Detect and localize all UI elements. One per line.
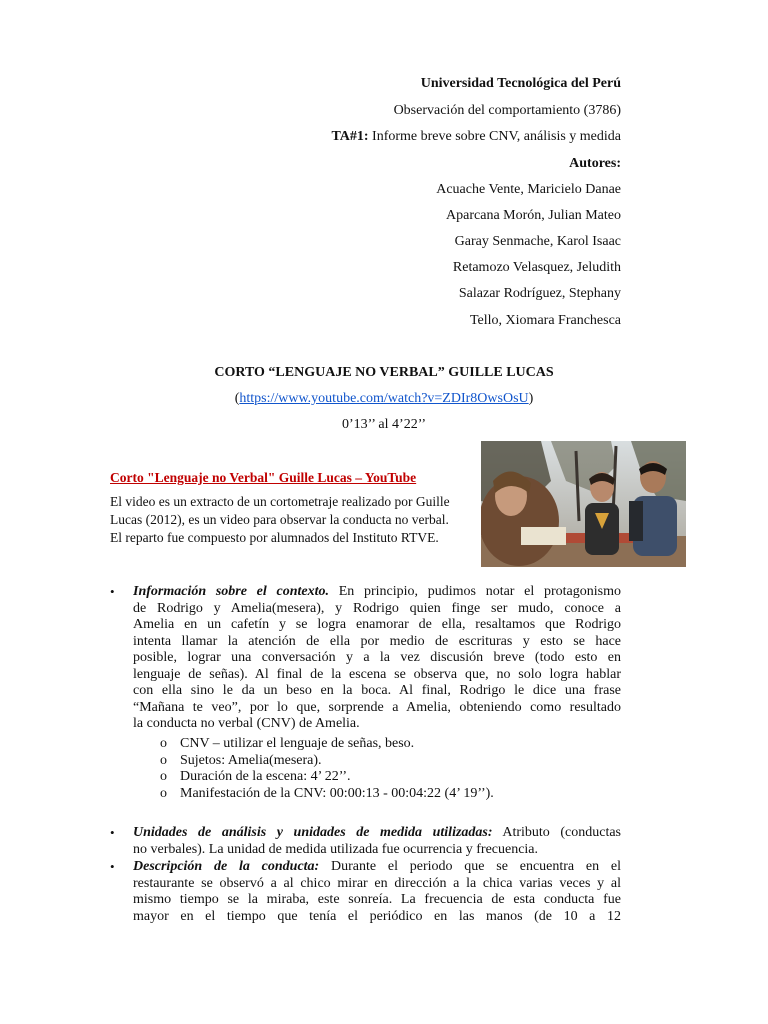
sub-marker: o [160, 769, 167, 784]
sub-item-text: Manifestación de la CNV: 00:00:13 - 00:04:22 (4’ 19’’). [180, 785, 494, 801]
sub-marker: o [160, 752, 167, 768]
paren-open: ( [234, 391, 240, 406]
assignment-text: Informe breve sobre CNV, análisis y medida [368, 129, 621, 144]
author-name: Retamozo Velasquez, Jeludith [452, 260, 621, 275]
paragraph-line: la conducta no verbal (CNV) de Amelia. [133, 716, 360, 731]
paragraph-line: Atributo (conductas [492, 825, 621, 840]
sub-item [160, 786, 494, 803]
bullet-marker: • [110, 825, 115, 840]
sub-item [160, 753, 494, 770]
sub-item-text: Sujetos: Amelia(mesera). [180, 752, 322, 768]
units-paragraph [133, 825, 621, 858]
description-heading: Descripción de la conducta: [133, 859, 320, 874]
assignment-label: TA#1: [331, 129, 369, 144]
paragraph-line: Durante el periodo que se encuentra en el [319, 859, 621, 874]
paragraph-line: lenguaje de señas). Al final de la escena se observa que, no solo logra hablar [133, 666, 621, 682]
paragraph-line: posible, lograr una conversación y a la vez discusión breve (todo esto en [133, 650, 621, 665]
video-intro [110, 493, 475, 547]
units-heading: Unidades de análisis y unidades de medida utilizadas: [133, 825, 493, 840]
video-still-image [481, 441, 686, 567]
course-name: Observación del comportamiento (3786) [393, 103, 621, 118]
context-sublist [160, 736, 494, 802]
video-timespan: 0’13’’ al 4’22’’ [342, 417, 426, 432]
paragraph-line: no verbales). La unidad de medida utilizada fue ocurrencia y frecuencia. [133, 841, 539, 857]
author-name: Acuache Vente, Maricielo Danae [436, 182, 621, 197]
bullet-marker: • [110, 859, 115, 874]
intro-line: El reparto fue compuesto por alumnados del Instituto RTVE. [110, 530, 439, 545]
author-name: Tello, Xiomara Franchesca [469, 313, 621, 328]
youtube-title-link[interactable]: Corto "Lenguaje no Verbal" Guille Lucas – YouTube [110, 470, 417, 485]
context-paragraph [133, 584, 621, 733]
paragraph-line: mayor en el tiempo que tenía el periódico en las manos (de 10 a 12 [133, 908, 621, 924]
description-paragraph [133, 859, 621, 925]
paragraph-line: restaurante se observó a al chico mirar en dirección a la chica varias veces y al [133, 875, 621, 891]
sub-item [160, 769, 494, 786]
authors-label: Autores: [569, 156, 621, 171]
sub-item-text: Duración de la escena: 4’ 22’’. [180, 769, 351, 784]
author-name: Salazar Rodríguez, Stephany [458, 286, 621, 301]
video-url-line [0, 391, 768, 407]
author-name: Garay Senmache, Karol Isaac [454, 234, 621, 249]
paragraph-line: mismo tiempo se la miraba, este sonreía. La frecuencia de esta conducta fue [133, 892, 621, 907]
video-title: CORTO “LENGUAJE NO VERBAL” GUILLE LUCAS [214, 365, 554, 380]
sub-marker: o [160, 785, 167, 801]
author-name: Aparcana Morón, Julian Mateo [446, 208, 621, 223]
paren-close: ) [528, 391, 534, 406]
context-heading: Información sobre el contexto. [133, 584, 329, 599]
assignment-title [331, 129, 621, 145]
intro-line: Lucas (2012), es un video para observar la conducta no verbal. [110, 512, 449, 527]
sub-item [160, 736, 494, 753]
paragraph-line: de Rodrigo y Amelia(mesera), y Rodrigo quien finge ser mudo, conoce a [133, 600, 621, 616]
bullet-marker: • [110, 584, 115, 599]
paragraph-line: con ella sino le da un beso en la boca. Al final, Rodrigo le dice una frase [133, 683, 621, 698]
intro-line: El video es un extracto de un cortometraje realizado por Guille [110, 494, 450, 509]
university-name: Universidad Tecnológica del Perú [420, 76, 621, 91]
paragraph-line: “Mañana te veo”, por lo que, sorprende a Amelia, obteniendo como resultado [133, 699, 621, 715]
paragraph-line: Amelia en un cafetín y se logra enamorar de ella, resaltamos que Rodrigo [133, 617, 621, 632]
sub-item-text: CNV – utilizar el lenguaje de señas, beso. [180, 736, 415, 751]
paragraph-line: En principio, pudimos notar el protagonismo [329, 584, 621, 599]
youtube-url-link[interactable]: https://www.youtube.com/watch?v=ZDIr8OwsOsU [239, 391, 529, 406]
sub-marker: o [160, 736, 167, 751]
paragraph-line: intenta llamar la atención de ella por medio de escrituras y esto se hace [133, 633, 621, 649]
